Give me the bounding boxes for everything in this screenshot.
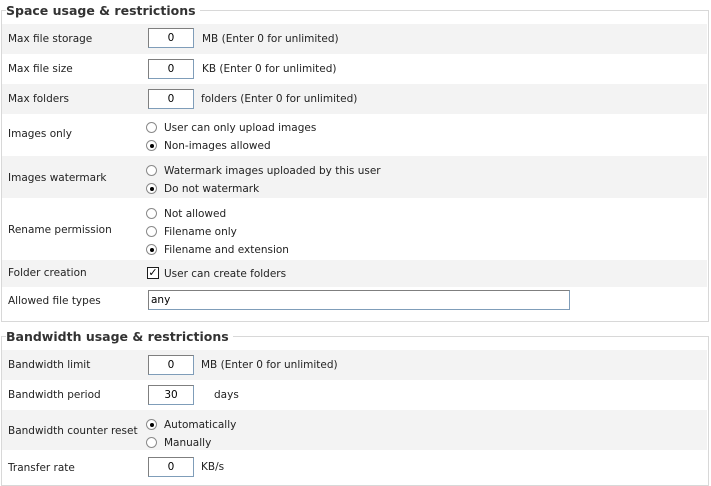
allowed-file-types-label: Allowed file types bbox=[8, 295, 101, 307]
radio-button[interactable] bbox=[146, 122, 157, 133]
radio-button-selected[interactable] bbox=[146, 419, 157, 430]
max-file-size-unit: KB (Enter 0 for unlimited) bbox=[202, 63, 337, 75]
folder-creation-checkbox[interactable]: ✓ bbox=[148, 266, 158, 279]
row-max-file-size bbox=[2, 54, 707, 84]
bandwidth-limit-unit: MB (Enter 0 for unlimited) bbox=[201, 359, 338, 371]
images-watermark-label: Images watermark bbox=[8, 172, 107, 184]
radio-button[interactable] bbox=[146, 208, 157, 219]
radio-button-selected[interactable] bbox=[146, 183, 157, 194]
row-bandwidth-period bbox=[2, 380, 707, 410]
radio-button[interactable] bbox=[146, 165, 157, 176]
row-allowed-file-types bbox=[2, 287, 707, 315]
rename-option-3-label: Filename and extension bbox=[164, 244, 289, 256]
bandwidth-limit-input[interactable] bbox=[148, 355, 194, 375]
transfer-rate-input[interactable] bbox=[148, 457, 194, 477]
radio-button-selected[interactable] bbox=[146, 244, 157, 255]
row-folder-creation bbox=[2, 260, 707, 287]
rename-option-2-label: Filename only bbox=[164, 226, 237, 238]
row-rename-permission bbox=[2, 198, 707, 260]
row-images-only bbox=[2, 114, 707, 156]
row-transfer-rate bbox=[2, 450, 707, 480]
bandwidth-limit-label: Bandwidth limit bbox=[8, 359, 91, 371]
row-bandwidth-limit bbox=[2, 350, 707, 380]
rename-option-1-label: Not allowed bbox=[164, 208, 227, 220]
max-folders-unit: folders (Enter 0 for unlimited) bbox=[201, 93, 358, 105]
folder-creation-checkbox-label: User can create folders bbox=[164, 268, 287, 280]
max-file-size-input[interactable] bbox=[148, 59, 194, 79]
max-file-storage-label: Max file storage bbox=[8, 33, 93, 45]
row-bandwidth-counter-reset bbox=[2, 410, 707, 450]
images-only-option-2-label: Non-images allowed bbox=[164, 140, 271, 152]
watermark-option-2-label: Do not watermark bbox=[164, 183, 260, 195]
radio-button[interactable] bbox=[146, 437, 157, 448]
images-only-label: Images only bbox=[8, 128, 72, 140]
max-file-storage-input[interactable] bbox=[148, 28, 194, 48]
allowed-file-types-input[interactable] bbox=[148, 290, 570, 310]
row-max-folders bbox=[2, 84, 707, 114]
reset-option-2-label: Manually bbox=[164, 437, 212, 449]
folder-creation-label: Folder creation bbox=[8, 267, 87, 279]
transfer-rate-unit: KB/s bbox=[201, 461, 225, 473]
bandwidth-section bbox=[0, 326, 709, 484]
bandwidth-period-label: Bandwidth period bbox=[8, 389, 101, 401]
max-folders-label: Max folders bbox=[8, 93, 69, 105]
bandwidth-period-unit: days bbox=[214, 389, 239, 401]
rename-permission-label: Rename permission bbox=[8, 224, 112, 236]
images-only-option-1-label: User can only upload images bbox=[164, 122, 317, 134]
max-file-size-label: Max file size bbox=[8, 63, 73, 75]
max-file-storage-unit: MB (Enter 0 for unlimited) bbox=[202, 33, 339, 45]
radio-button-selected[interactable] bbox=[146, 140, 157, 151]
reset-option-1-label: Automatically bbox=[164, 419, 237, 431]
space-section-title: Space usage & restrictions bbox=[6, 1, 200, 21]
bandwidth-period-input[interactable] bbox=[148, 385, 194, 405]
watermark-option-1-label: Watermark images uploaded by this user bbox=[164, 165, 381, 177]
transfer-rate-label: Transfer rate bbox=[8, 462, 75, 474]
radio-button[interactable] bbox=[146, 226, 157, 237]
row-max-file-storage bbox=[2, 24, 707, 54]
row-images-watermark bbox=[2, 156, 707, 198]
bandwidth-section-title: Bandwidth usage & restrictions bbox=[6, 327, 233, 347]
bandwidth-counter-reset-label: Bandwidth counter reset bbox=[8, 425, 138, 437]
max-folders-input[interactable] bbox=[148, 89, 194, 109]
